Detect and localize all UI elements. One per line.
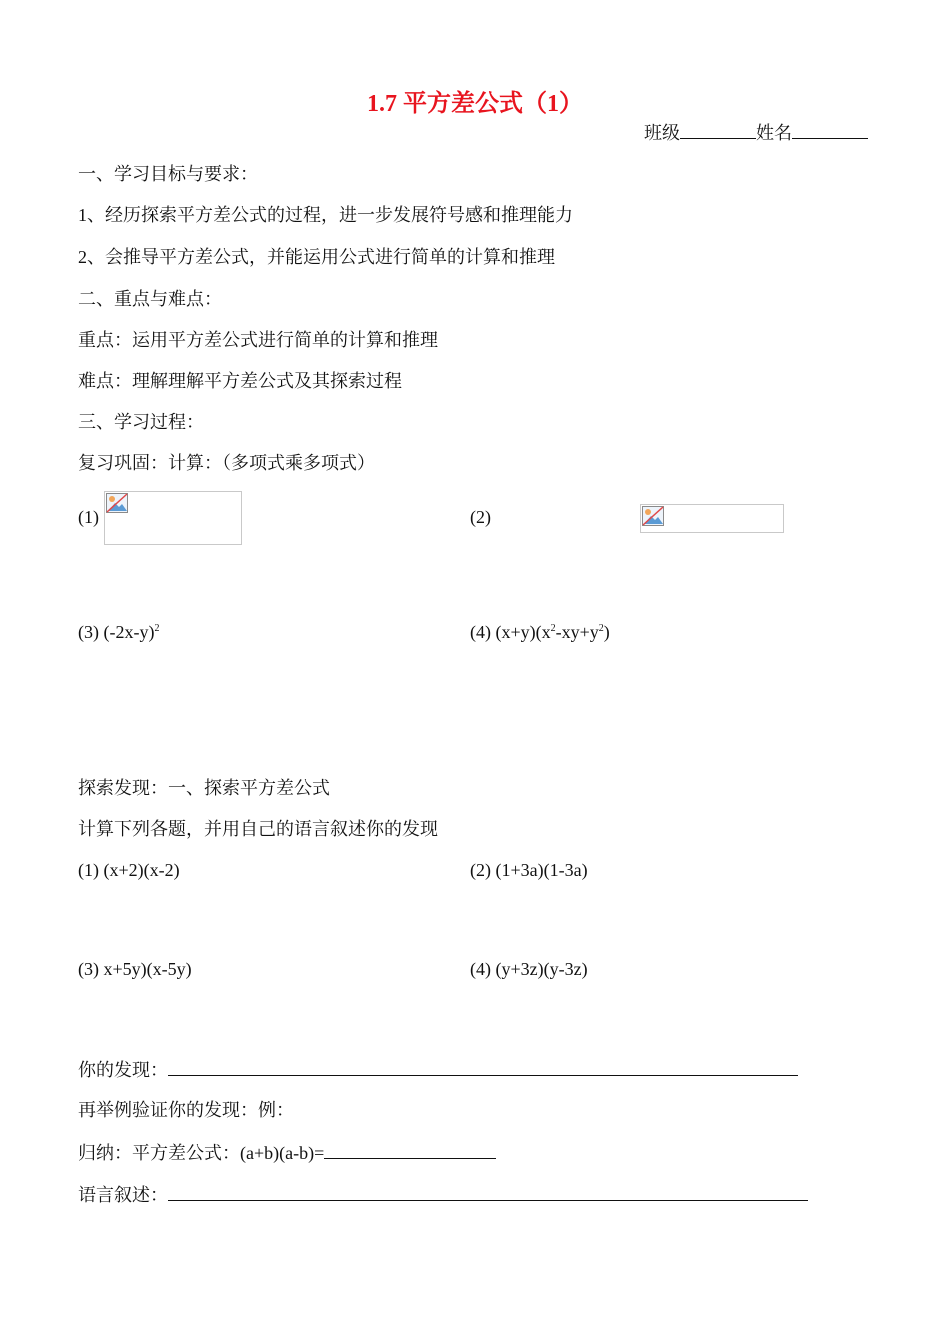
key-point: 重点：运用平方差公式进行简单的计算和推理 xyxy=(78,330,438,350)
class-name-line xyxy=(644,120,868,144)
goal-item-1: 1、经历探索平方差公式的过程，进一步发展符号感和推理能力 xyxy=(78,205,573,225)
class-label: 班级 xyxy=(644,123,680,143)
finding-blank[interactable] xyxy=(168,1057,798,1076)
review-problem-4 xyxy=(470,621,610,643)
name-label: 姓名 xyxy=(756,123,792,143)
review-problem-1-label: (1) xyxy=(78,507,99,527)
explore-problem-2: (2) (1+3a)(1-3a) xyxy=(470,860,588,880)
review-problem-4-text-a: (4) (x+y)(x xyxy=(470,622,551,642)
statement-line xyxy=(78,1182,808,1206)
formula-label: 归纳：平方差公式：(a+b)(a-b)= xyxy=(78,1143,325,1163)
statement-blank[interactable] xyxy=(168,1182,808,1201)
statement-label: 语言叙述： xyxy=(78,1185,168,1205)
section-heading-goals: 一、学习目标与要求： xyxy=(78,164,258,184)
superscript: 2 xyxy=(154,623,160,634)
formula-blank[interactable] xyxy=(324,1140,496,1159)
finding-label: 你的发现： xyxy=(78,1060,168,1080)
broken-image-icon xyxy=(106,493,128,513)
class-blank[interactable] xyxy=(680,120,756,139)
formula-image-2 xyxy=(640,504,784,533)
example-line: 再举例验证你的发现：例： xyxy=(78,1100,294,1120)
review-problem-4-text-c: ) xyxy=(603,622,610,642)
goal-item-2: 2、会推导平方差公式，并能运用公式进行简单的计算和推理 xyxy=(78,247,555,267)
explore-instruction: 计算下列各题，并用自己的语言叙述你的发现 xyxy=(78,819,438,839)
review-problem-3-text: (3) (-2x-y) xyxy=(78,622,155,642)
formula-line xyxy=(78,1140,496,1164)
review-problem-4-text-b: -xy+y xyxy=(555,622,599,642)
explore-problem-1: (1) (x+2)(x-2) xyxy=(78,860,180,880)
explore-problem-3: (3) x+5y)(x-5y) xyxy=(78,959,192,979)
page-title: 1.7 平方差公式（1） xyxy=(367,91,583,117)
difficulty-point: 难点：理解理解平方差公式及其探索过程 xyxy=(78,371,402,391)
explore-problem-4: (4) (y+3z)(y-3z) xyxy=(470,959,588,979)
review-heading: 复习巩固：计算：（多项式乘多项式） xyxy=(78,453,375,473)
broken-image-icon xyxy=(642,506,664,526)
superscript: 2 xyxy=(598,623,604,634)
section-heading-process: 三、学习过程： xyxy=(78,412,204,432)
finding-line xyxy=(78,1057,798,1081)
review-problem-2-label: (2) xyxy=(470,507,491,527)
superscript: 2 xyxy=(550,623,556,634)
name-blank[interactable] xyxy=(792,120,868,139)
review-problem-3 xyxy=(78,621,159,643)
explore-heading: 探索发现：一、探索平方差公式 xyxy=(78,778,330,798)
formula-image-1 xyxy=(104,491,242,545)
section-heading-key-points: 二、重点与难点： xyxy=(78,289,222,309)
